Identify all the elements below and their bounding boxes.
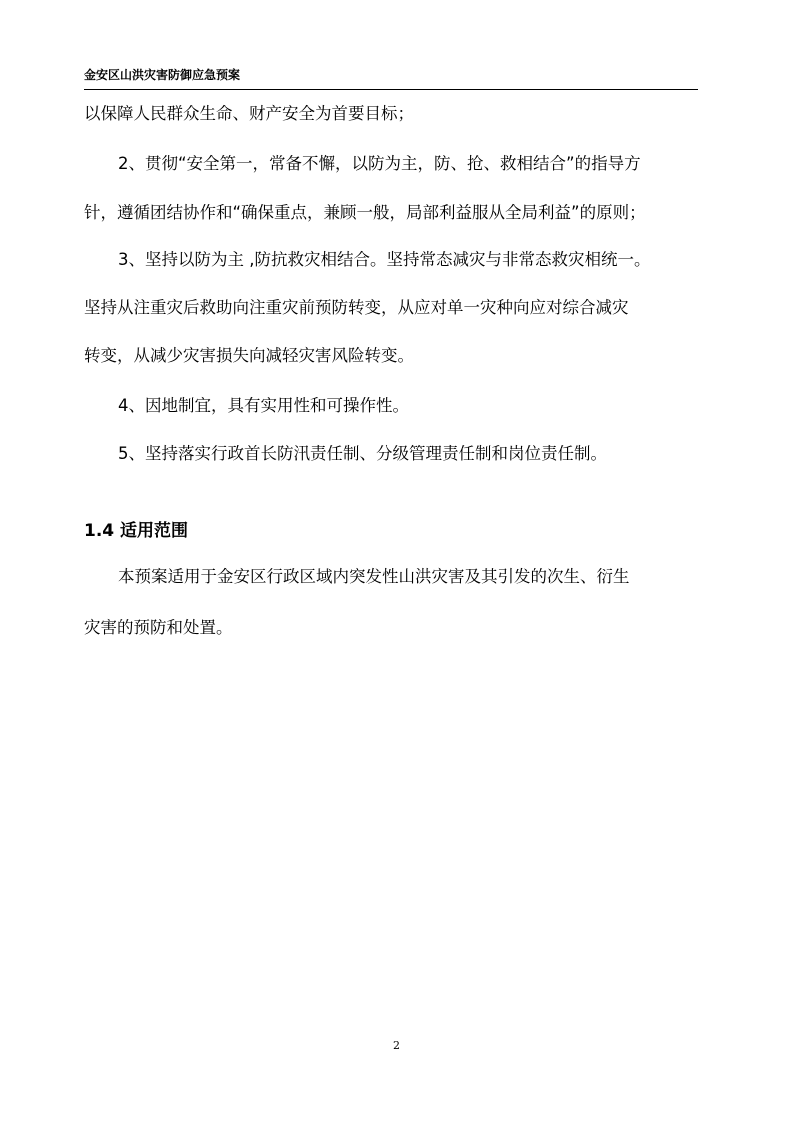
section-line-2: 灾害的预防和处置。 <box>84 618 233 637</box>
header-rule <box>84 89 698 90</box>
body-line-6: 转变，从减少灾害损失向减轻灾害风险转变。 <box>84 346 414 365</box>
body-line-5: 坚持从注重灾后救助向注重灾前预防转变，从应对单一灾种向应对综合减灾 <box>84 298 629 317</box>
section-line-1: 本预案适用于金安区行政区域内突发性山洪灾害及其引发的次生、衍生 <box>118 567 630 586</box>
body-line-7: 4、因地制宜，具有实用性和可操作性。 <box>118 396 409 415</box>
header-title: 金安区山洪灾害防御应急预案 <box>84 68 241 82</box>
body-line-4: 3、坚持以防为主 ,防抗救灾相结合。坚持常态减灾与非常态救灾相统一。 <box>118 250 651 269</box>
body-line-2: 2、贯彻“安全第一，常备不懈，以防为主，防、抢、救相结合”的指导方 <box>118 154 641 173</box>
body-line-3: 针，遵循团结协作和“确保重点，兼顾一般，局部利益服从全局利益”的原则； <box>84 203 646 222</box>
body-line-1: 以保障人民群众生命、财产安全为首要目标； <box>84 104 414 123</box>
page-number: 2 <box>393 1039 400 1052</box>
body-line-8: 5、坚持落实行政首长防汛责任制、分级管理责任制和岗位责任制。 <box>118 444 607 463</box>
section-heading: 1.4 适用范围 <box>84 521 189 541</box>
